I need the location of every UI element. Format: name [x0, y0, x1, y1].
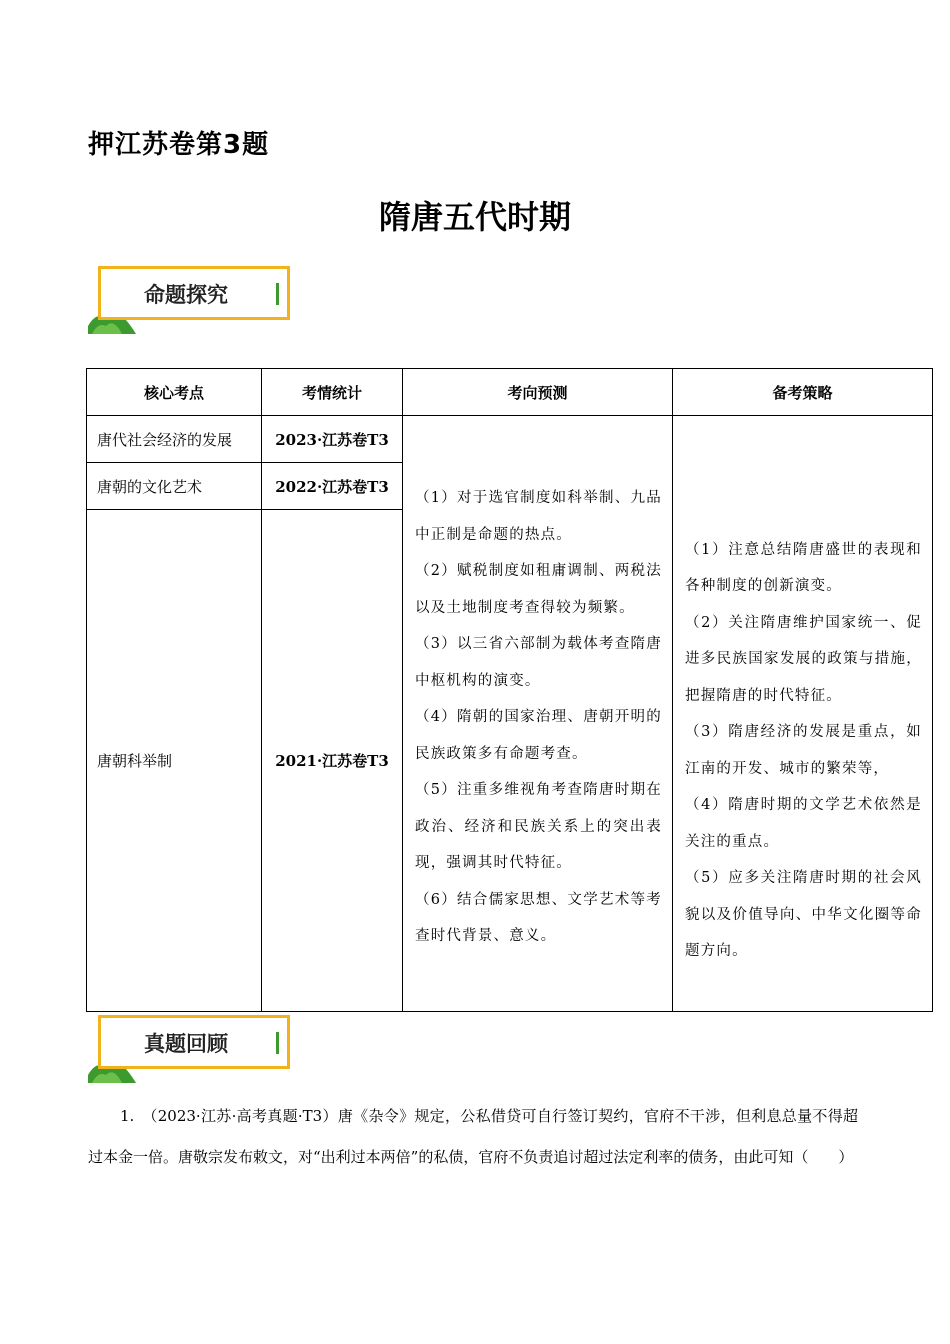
question-text: 1. （2023·江苏·高考真题·T3）唐《杂令》规定，公私借贷可自行签订契约，官府不干涉，但利息总量不得超过本金一倍。唐敬宗发布敕文，对“出利过本两倍”的私债，官府不负责追讨超过法定利率的债务，由此可知（ ）: [88, 1107, 858, 1166]
badge-label: 真题回顾: [144, 1032, 228, 1056]
column-header: 考情统计: [262, 369, 403, 416]
core-point-cell: 唐朝科举制: [87, 510, 262, 1012]
table-header-row: [87, 369, 933, 416]
forecast-item: （1）对于选官制度如科举制、九品中正制是命题的热点。: [415, 490, 662, 543]
column-header: 核心考点: [87, 369, 262, 416]
forecast-cell: [403, 416, 673, 1012]
strategy-cell: [673, 416, 933, 1012]
forecast-item: （2）赋税制度如租庸调制、两税法以及土地制度考查得较为频繁。: [415, 563, 662, 616]
column-header: 考向预测: [403, 369, 673, 416]
strategy-item: （4）隋唐时期的文学艺术依然是关注的重点。: [685, 797, 922, 850]
badge-label: 命题探究: [144, 283, 228, 307]
forecast-item: （5）注重多维视角考查隋唐时期在政治、经济和民族关系上的突出表现，强调其时代特征。: [415, 782, 662, 872]
strategy-item: （5）应多关注隋唐时期的社会风貌以及价值导向、中华文化圈等命题方向。: [685, 870, 922, 959]
core-point-cell: 唐代社会经济的发展: [87, 416, 262, 463]
badge-review: [88, 1015, 298, 1083]
forecast-item: （3）以三省六部制为载体考查隋唐中枢机构的演变。: [415, 636, 662, 689]
strategy-item: （1）注意总结隋唐盛世的表现和各种制度的创新演变。: [685, 541, 922, 594]
core-point-cell: 唐朝的文化艺术: [87, 463, 262, 510]
badge-explore: [88, 266, 298, 334]
exam-analysis-table: [86, 368, 933, 1012]
stat-cell: 2021·江苏卷T3: [262, 510, 403, 1012]
column-header: 备考策略: [673, 369, 933, 416]
page-title: 隋唐五代时期: [378, 198, 571, 236]
table-row: [87, 416, 933, 463]
strategy-item: （3）隋唐经济的发展是重点，如江南的开发、城市的繁荣等，: [685, 724, 922, 777]
strategy-item: （2）关注隋唐维护国家统一、促进多民族国家发展的政策与措施，把握隋唐的时代特征。: [685, 614, 922, 704]
stat-cell: 2022·江苏卷T3: [262, 463, 403, 510]
stat-cell: 2023·江苏卷T3: [262, 416, 403, 463]
section-title: 押江苏卷第3题: [88, 130, 270, 160]
forecast-item: （6）结合儒家思想、文学艺术等考查时代背景、意义。: [415, 891, 662, 945]
forecast-item: （4）隋朝的国家治理、唐朝开明的民族政策多有命题考查。: [415, 709, 662, 762]
